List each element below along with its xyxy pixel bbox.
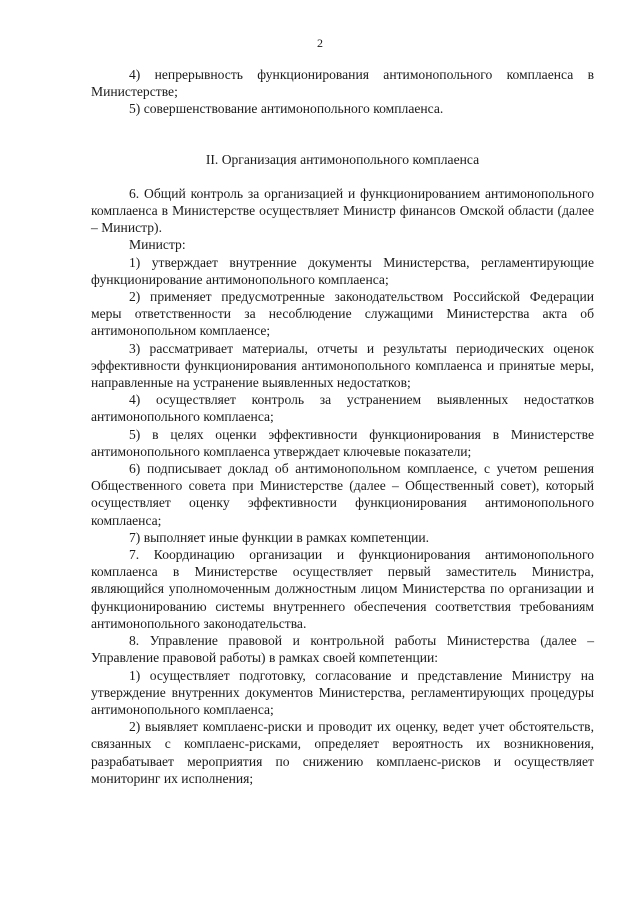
- paragraph: 6) подписывает доклад об антимонопольном комплаенсе, с учетом решения Общественного совета при Министерстве (далее – Общественный совет), который осуществляет оценку эффективности функционирования антимонопольного комплаенса;: [91, 461, 594, 528]
- paragraph: 1) осуществляет подготовку, согласование и представление Министру на утверждение внутренних документов Министерства, регламентирующих процедуры антимонопольного комплаенса;: [91, 667, 594, 717]
- paragraph: 2) выявляет комплаенс-риски и проводит их оценку, ведет учет обстоятельств, связанных с комплаенс-рисками, определяет вероятность их возникновения, разрабатывает мероприятия по снижению комплаенс-рисков и осуществляет мониторинг их исполнения;: [91, 719, 594, 786]
- paragraph: 7) выполняет иные функции в рамках компетенции.: [129, 529, 430, 545]
- paragraph: 3) рассматривает материалы, отчеты и результаты периодических оценок эффективности функционирования антимонопольного комплаенса и принятые меры, направленные на устранение выявленных недостатков;: [91, 340, 594, 391]
- paragraph: 8. Управление правовой и контрольной работы Министерства (далее – Управление правовой работы) в рамках своей компетенции:: [91, 633, 594, 666]
- paragraph: 5) в целях оценки эффективности функционирования в Министерстве антимонопольного комплаенса утверждает ключевые показатели;: [91, 426, 594, 459]
- paragraph: 7. Координацию организации и функционирования антимонопольного комплаенса в Министерстве осуществляет первый заместитель Министра, являющийся уполномоченным должностным лицом Министерства по организации и функционированию системы внутреннего обеспечения соответствия требованиям антимонопольного законодательства.: [91, 547, 594, 631]
- paragraph: 5) совершенствование антимонопольного комплаенса.: [129, 101, 444, 117]
- paragraph: 1) утверждает внутренние документы Министерства, регламентирующие функционирование антимонопольного комплаенса;: [91, 254, 594, 287]
- section-heading: II. Организация антимонопольного комплаенса: [205, 151, 480, 167]
- paragraph: 4) непрерывность функционирования антимонопольного комплаенса в Министерстве;: [91, 67, 594, 100]
- paragraph: 4) осуществляет контроль за устранением выявленных недостатков антимонопольного комплаенса;: [91, 392, 594, 425]
- paragraph: 2) применяет предусмотренные законодательством Российской Федерации меры ответственности за несоблюдение служащими Министерства акта об антимонопольном комплаенсе;: [91, 289, 594, 339]
- document-body: [91, 66, 594, 787]
- paragraph: Министр:: [129, 237, 186, 253]
- page-number: 2: [317, 36, 323, 50]
- paragraph: 6. Общий контроль за организацией и функционированием антимонопольного комплаенса в Министерстве осуществляет Министр финансов Омской области (далее – Министр).: [91, 185, 594, 236]
